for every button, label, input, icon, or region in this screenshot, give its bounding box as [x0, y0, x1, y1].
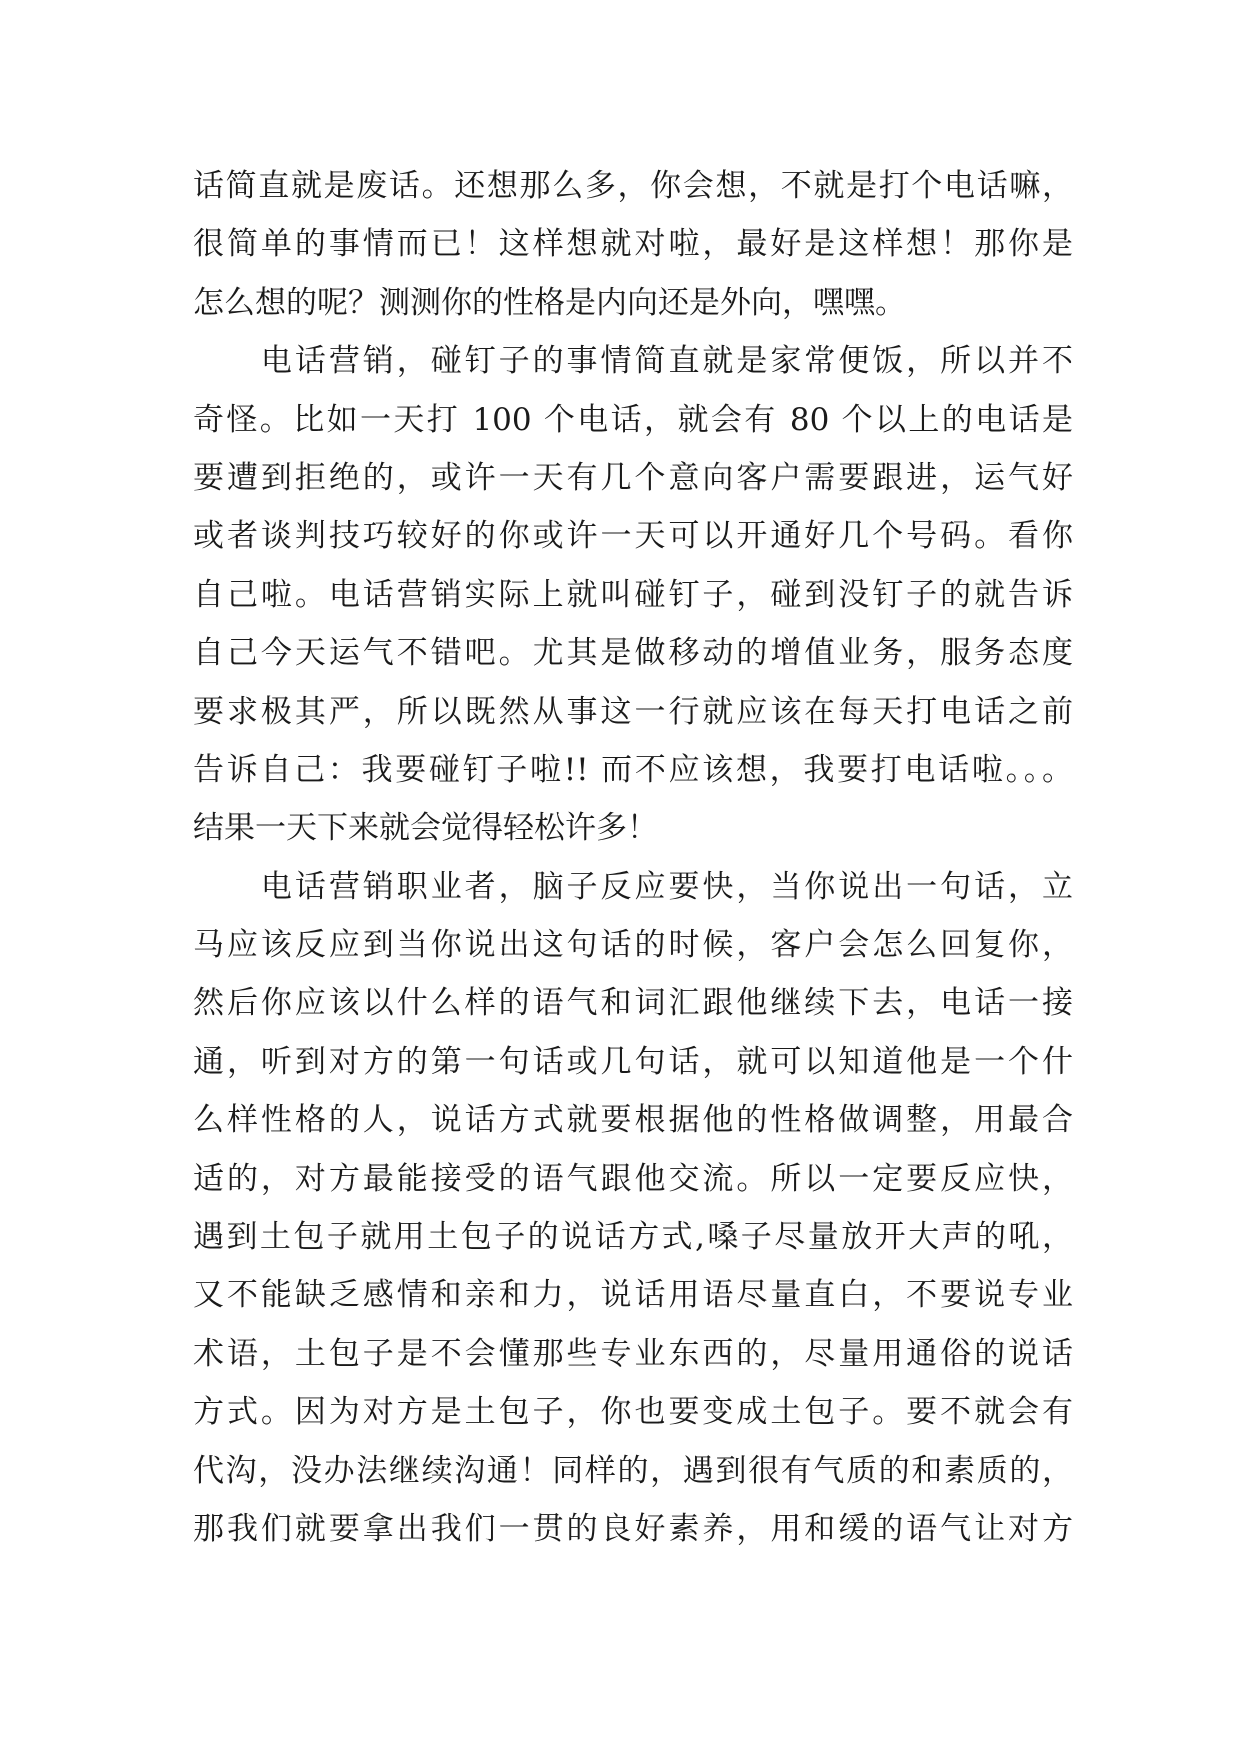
text-line: 代沟，没办法继续沟通！同样的，遇到很有气质的和素质的， [193, 1452, 1073, 1489]
text-line: 要求极其严，所以既然从事这一行就应该在每天打电话之前 [193, 693, 1073, 730]
text-line: 那我们就要拿出我们一贯的良好素养，用和缓的语气让对方 [193, 1510, 1073, 1547]
text-line: 电话营销职业者，脑子反应要快，当你说出一句话，立 [193, 868, 1073, 905]
text-line: 奇怪。比如一天打 100 个电话，就会有 80 个以上的电话是 [193, 401, 1073, 438]
text-line: 马应该反应到当你说出这句话的时候，客户会怎么回复你， [193, 927, 1073, 964]
text-line: 方式。因为对方是土包子，你也要变成土包子。要不就会有 [193, 1394, 1073, 1431]
text-line: 自己啦。电话营销实际上就叫碰钉子，碰到没钉子的就告诉 [193, 576, 1073, 613]
text-line: 通，听到对方的第一句话或几句话，就可以知道他是一个什 [193, 1043, 1073, 1080]
text-line: 结果一天下来就会觉得轻松许多！ [193, 810, 658, 847]
text-line: 告诉自己：我要碰钉子啦!! 而不应该想，我要打电话啦。。。 [193, 751, 1073, 788]
text-line: 适的，对方最能接受的语气跟他交流。所以一定要反应快， [193, 1160, 1073, 1197]
text-line: 话简直就是废话。还想那么多，你会想，不就是打个电话嘛， [193, 168, 1073, 204]
text-line: 很简单的事情而已！这样想就对啦，最好是这样想！那你是 [193, 226, 1073, 263]
text-line: 自己今天运气不错吧。尤其是做移动的增值业务，服务态度 [193, 635, 1073, 672]
text-line: 术语，土包子是不会懂那些专业东西的，尽量用通俗的说话 [193, 1335, 1073, 1372]
text-line: 遇到土包子就用土包子的说话方式,嗓子尽量放开大声的吼， [193, 1219, 1073, 1256]
text-line: 又不能缺乏感情和亲和力，说话用语尽量直白，不要说专业 [193, 1277, 1073, 1314]
text-line: 怎么想的呢？测测你的性格是内向还是外向，嘿嘿。 [193, 284, 906, 321]
text-line: 么样性格的人，说话方式就要根据他的性格做调整，用最合 [193, 1102, 1073, 1139]
text-line: 或者谈判技巧较好的你或许一天可以开通好几个号码。看你 [193, 518, 1073, 555]
text-line: 要遭到拒绝的，或许一天有几个意向客户需要跟进，运气好 [193, 459, 1073, 496]
text-line: 然后你应该以什么样的语气和词汇跟他继续下去，电话一接 [193, 985, 1073, 1022]
text-line: 电话营销，碰钉子的事情简直就是家常便饭，所以并不 [193, 343, 1073, 380]
body-text [193, 157, 1073, 1558]
